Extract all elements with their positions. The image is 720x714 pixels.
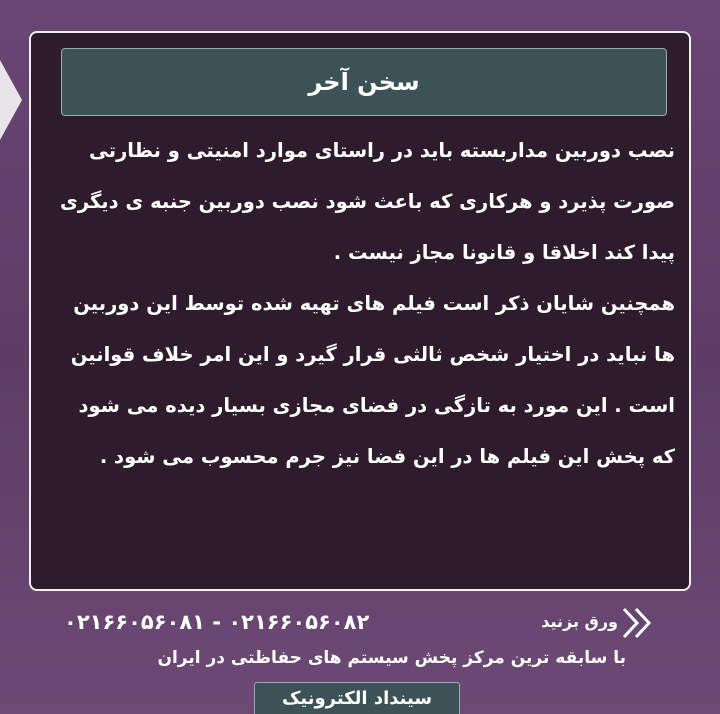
page-title: سخن آخر bbox=[308, 68, 420, 96]
paragraph-1: نصب دوربین مداربسته باید در راستای موارد امنیتی و نظارتی صورت پذیرد و هرکاری که باعث شود نصب دوربین جنبه ی دیگری پیدا کند اخلاقا و قانونا مجاز نیست . bbox=[59, 139, 675, 264]
phone-numbers: ۰۲۱۶۶۰۵۶۰۸۱ - ۰۲۱۶۶۰۵۶۰۸۲ bbox=[64, 610, 370, 634]
next-page-label[interactable]: ورق بزنید bbox=[541, 612, 618, 631]
paragraph-2: همچنین شایان ذکر است فیلم های تهیه شده توسط این دوربین ها نباید در اختیار شخص ثالثی قرار گیرد و این امر خلاف قوانین است . این مورد به تازگی در فضای مجازی بسیار دیده می شود که پخش این فیلم ها در این فضا نیز جرم محسوب می شود . bbox=[70, 292, 675, 468]
tagline: با سابقه ترین مرکز پخش سیستم های حفاظتی در ایران bbox=[157, 648, 626, 668]
content-card bbox=[29, 31, 691, 591]
brand-badge: سینداد الکترونیک bbox=[254, 682, 460, 714]
page-curl-decoration bbox=[0, 60, 22, 140]
title-box bbox=[61, 48, 667, 116]
article-body bbox=[49, 125, 675, 575]
double-chevron-right-icon[interactable] bbox=[620, 606, 656, 640]
footer bbox=[0, 600, 720, 714]
